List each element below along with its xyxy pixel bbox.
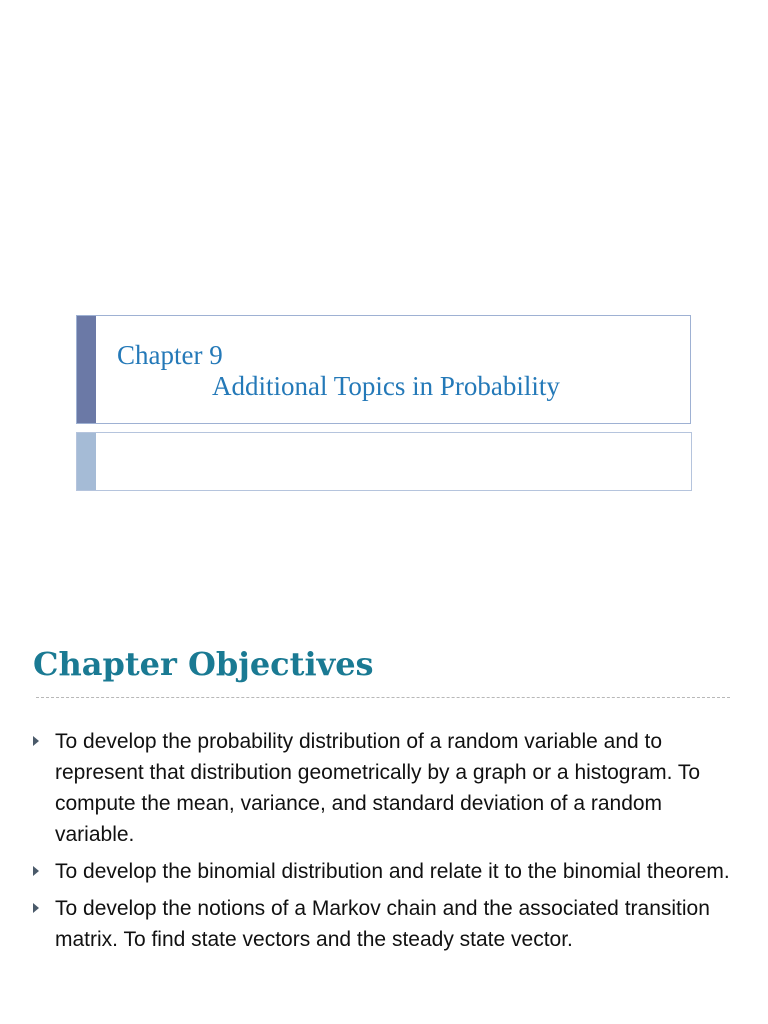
chapter-number: Chapter 9 xyxy=(117,340,223,370)
objective-text: To develop the notions of a Markov chain and the associated transition matrix. To find state vectors and the steady state vector. xyxy=(55,897,710,951)
subtitle-box xyxy=(76,432,692,491)
objective-item xyxy=(33,726,745,850)
triangle-right-icon xyxy=(33,866,39,876)
objectives-slide xyxy=(0,576,768,1024)
triangle-right-icon xyxy=(33,736,39,746)
chapter-title: Additional Topics in Probability xyxy=(212,371,560,401)
objective-text: To develop the binomial distribution and relate it to the binomial theorem. xyxy=(55,860,730,883)
objective-item xyxy=(33,893,745,955)
objectives-heading: Chapter Objectives xyxy=(33,645,374,683)
objectives-list xyxy=(33,726,745,961)
title-box xyxy=(76,315,691,424)
subtitle-accent-bar xyxy=(77,433,96,490)
title-accent-bar xyxy=(77,316,96,423)
objective-item xyxy=(33,856,745,887)
objective-text: To develop the probability distribution of a random variable and to represent that distribution geometrically by a graph or a histogram. To compute the mean, variance, and standard deviation of a random variable. xyxy=(55,730,701,846)
triangle-right-icon xyxy=(33,903,39,913)
heading-divider xyxy=(36,697,730,698)
